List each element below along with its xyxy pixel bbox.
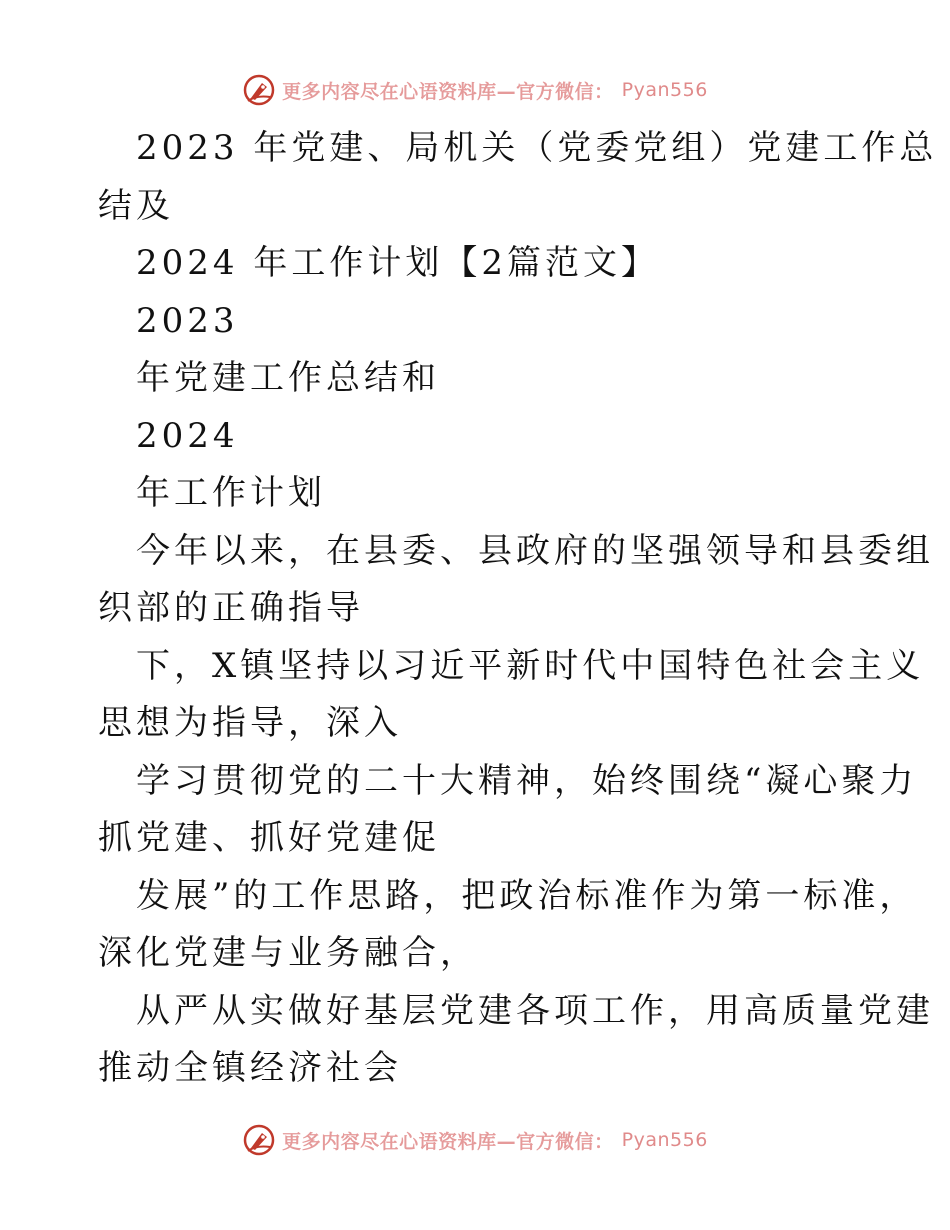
paragraph-line: 思想为指导，深入 [98, 703, 402, 743]
watermark-footer [0, 1122, 950, 1158]
watermark-wechat-id: Pyan556 [621, 1129, 708, 1151]
title-line-1: 2023 年党建、局机关（党委党组）党建工作总 [136, 128, 938, 168]
paragraph-line: 今年以来，在县委、县政府的坚强领导和县委组 [136, 530, 934, 571]
watermark-wechat-id: Pyan556 [621, 79, 708, 101]
paragraph-line: 从严从实做好基层党建各项工作，用高质量党建 [136, 990, 934, 1031]
paragraph-line: 下，X镇坚持以习近平新时代中国特色社会主义 [136, 645, 925, 686]
paragraph-line: 抓党建、抓好党建促 [98, 818, 440, 858]
paragraph-line: 推动全镇经济社会 [98, 1048, 402, 1088]
heading-plan: 年工作计划 [136, 473, 326, 513]
heading-year-2023: 2023 [136, 300, 239, 341]
paragraph-line: 深化党建与业务融合， [98, 933, 478, 973]
pen-nib-circle-icon [242, 73, 276, 107]
heading-summary: 年党建工作总结和 [136, 358, 440, 398]
title-line-2: 结及 [98, 185, 174, 226]
watermark-header [0, 72, 950, 108]
pen-nib-circle-icon [242, 1123, 276, 1157]
watermark-text: 更多内容尽在心语资料库—官方微信： [282, 1130, 614, 1153]
document-body [98, 120, 938, 1098]
paragraph-line: 织部的正确指导 [98, 588, 364, 628]
watermark-text: 更多内容尽在心语资料库—官方微信： [282, 80, 614, 103]
heading-year-2024: 2024 [136, 415, 239, 456]
paragraph-line: 学习贯彻党的二十大精神，始终围绕“凝心聚力 [136, 760, 918, 801]
title-line-3: 2024 年工作计划【2篇范文】 [136, 243, 659, 283]
paragraph-line: 发展”的工作思路，把政治标准作为第一标准， [136, 875, 918, 916]
